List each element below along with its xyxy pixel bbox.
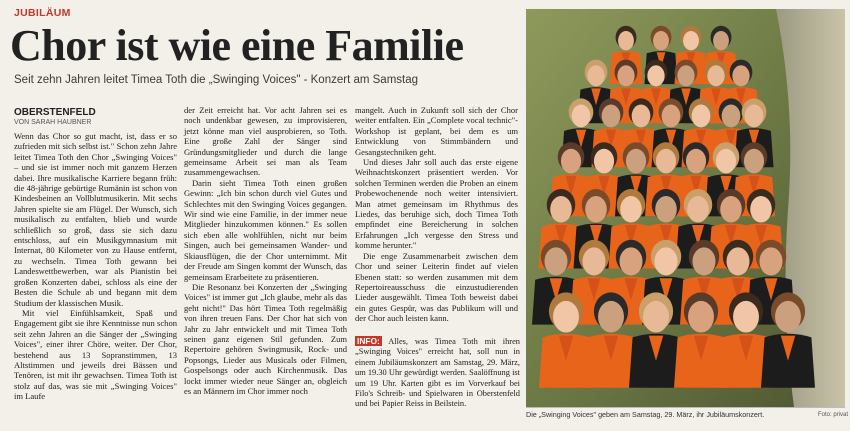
choir-member-face — [617, 65, 634, 86]
choir-member-face — [677, 65, 694, 86]
choir-member-face — [585, 196, 607, 222]
choir-member-face — [550, 196, 572, 222]
choir-member-face — [582, 247, 605, 275]
choir-member-face — [732, 65, 749, 86]
choir-member-face — [713, 31, 729, 50]
choir-member-face — [598, 301, 624, 333]
caption-rule — [526, 407, 845, 408]
choir-member-face — [750, 196, 772, 222]
choir-member-face — [687, 196, 709, 222]
choir-member-face — [587, 65, 604, 86]
choir-member-face — [626, 149, 646, 174]
paragraph: der Zeit erreicht hat. Vor acht Jahren sei es noch undenkbar gewesen, zu improvisieren, jetzt könne man viel ausprobieren, so Toth. Eine große Zahl der Sänger sind Gründungsmitglieder und durch die lange gemeinsame Arbeit sei man als Team zusammengewachsen. — [184, 105, 347, 178]
info-text: Alles, was Timea Toth mit ihren „Swinging Voices" erreicht hat, soll nun in einem Jubiläumskonzert am Samstag, 29. März, um 19.30 Uhr gewürdigt werden. Saalöffnung ist um 19 Uhr. Karten gibt es im Vorverkauf bei Filo's Schreib- und Spielwaren in Oberstenfeld und bei Papier Reiss in Beilstein. — [355, 337, 520, 409]
subheadline: Seit zehn Jahren leitet Timea Toth die „Swinging Voices" - Konzert am Samstag — [14, 74, 419, 86]
choir-member-face — [716, 149, 736, 174]
choir-photo — [526, 9, 845, 407]
choir-photo-illustration — [526, 9, 845, 407]
section-kicker: JUBILÄUM — [14, 7, 71, 19]
choir-member-face — [733, 301, 759, 333]
article-column-3 — [355, 105, 518, 324]
paragraph: mangelt. Auch in Zukunft soll sich der Chor weiter entfalten. Ein „Complete vocal technic"-Workshop ist geplant, bei dem es um Entwicklung von Stimmbändern und Gesangstechniken geht. — [355, 105, 518, 157]
choir-member-face — [619, 247, 642, 275]
choir-member-face — [655, 196, 677, 222]
choir-member-face — [654, 247, 677, 275]
choir-member-face — [720, 196, 742, 222]
choir-member-face — [647, 65, 664, 86]
paragraph: Und dieses Jahr soll auch das erste eigene Weihnachtskonzert präsentiert werden. Vor solchen Terminen werden die Proben an einem Probewochenende noch weiter intensiviert. Man atmet gemeinsam im Rhythmus des Liedes, das beruhige sich, doch Timea Toth empfindet eine Bereicherung in solchen Erfahrungen „Ich vergesse den Stress und komme herunter." — [355, 157, 518, 251]
choir-member-face — [683, 31, 699, 50]
choir-member-face — [722, 105, 741, 128]
choir-member-face — [692, 105, 711, 128]
choir-member-face — [643, 301, 669, 333]
choir-member-face — [561, 149, 581, 174]
choir-member-face — [775, 301, 801, 333]
choir-member-face — [686, 149, 706, 174]
choir-member-face — [618, 31, 634, 50]
info-label: INFO: — [357, 336, 380, 346]
choir-member-face — [692, 247, 715, 275]
paragraph: Die Resonanz bei Konzerten der „Swinging Voices" ist immer gut „Ich glaube, mehr als das geht nicht!" Das hört Timea Toth regelmäßig von ihren treuen Fans. Der Chor hat sich von Jahr zu Jahr entwickelt und mit Timea Toth seinen ganz eigenen Stil gefunden. Zum Repertoire gehören Swingmusik, Rock- und Popsongs, Lieder aus Musicals oder Filmen, Gospelsongs oder auch Kirchenmusik. Das lockt immer wieder neue Sänger an, obgleich es an Männern im Chor immer noch — [184, 281, 347, 396]
choir-member-face — [620, 196, 642, 222]
choir-member-face — [707, 65, 724, 86]
choir-member-face — [744, 149, 764, 174]
choir-member-face — [688, 301, 714, 333]
article-column-1 — [14, 131, 177, 402]
choir-member-face — [726, 247, 749, 275]
choir-member-face — [632, 105, 651, 128]
choir-member-face — [572, 105, 591, 128]
choir-member-face — [553, 301, 579, 333]
choir-member-face — [544, 247, 567, 275]
info-box — [355, 336, 520, 410]
choir-member-face — [745, 105, 764, 128]
choir-member-face — [602, 105, 621, 128]
choir-member-face — [656, 149, 676, 174]
paragraph: Darin sieht Timea Toth einen großen Gewinn: „Ich bin schon durch viel Gutes und Schlechtes mit den Swinging Voices gegangen. Wir sind wie eine Familie, in der immer neue Mitglieder hinzukommen können." Es sollen sich eben alle wohlfühlen, nicht nur beim Singen, auch bei gemeinsamen Wander- und Skiausflügen, die der Chor unternimmt. Mit der Freude am Singen kommt der Wunsch, das gemeinsam Erarbeitete zu präsentieren. — [184, 177, 347, 282]
paragraph: Die enge Zusammenarbeit zwischen dem Chor und seiner Leiterin findet auf vielen Ebenen statt: so werden zusammen mit dem Repertoireausschuss die einzustudierenden Lieder ausgewählt. Timea Toth beweist dabei ein gutes Gespür, was das Publikum will und der Chor auch leisten kann. — [355, 250, 518, 324]
dateline: OBERSTENFELD — [14, 107, 96, 118]
photo-credit: Foto: privat — [818, 412, 849, 418]
choir-member-face — [653, 31, 669, 50]
article-column-2 — [184, 105, 347, 396]
photo-caption: Die „Swinging Voices" geben am Samstag, 29. März, ihr Jubiläumskonzert. — [526, 410, 765, 419]
byline: VON SARAH HAUBNER — [14, 119, 92, 126]
choir-member-face — [662, 105, 681, 128]
paragraph: Wenn das Chor so gut macht, ist, dass er so zufrieden mit sich selbst ist." Schon zehn Jahre leitet Timea Toth den Chor „Swinging Voices" – und sie ist immer noch mit ganzem Herzen dabei. Ihre musikalische Karriere begann früh: die 48-jährige gebürtige Rumänin ist schon von Kindesbeinen an Vollblutmusikerin. Mit sechs Jahren spielte sie am Flügel. Der Wunsch, sich musikalisch zu entfalten, blieb und wurde schließlich so groß, dass sie sich dazu entschloss, auf ein Musikgymnasium mit Internat, 80 Kilometer von zu Hause entfernt, zu wechseln. Timea Toth gewann bei Landeswettbewerben, war als Pianistin bei großen Konzerten dabei, schloss als eine der Besten die Schule ab und begann mit dem Studium der klassischen Musik. — [14, 131, 177, 308]
choir-member-face — [594, 149, 614, 174]
choir-member-face — [759, 247, 782, 275]
paragraph: Mit viel Einfühlsamkeit, Spaß und Engagement gibt sie ihre Kenntnisse nun schon seit zehn Jahren an die Sänger der „Swinging Voices", einer ihrer Chöre, weiter. Der Chor, bestehend aus 13 Sopranstimmen, 13 Altstimmen und jeweils drei Bässen und Tenören, ist mit ihr gewachsen. Timea Toth ist stolz auf das, was sie mit „Swinging Voices" im Laufe — [14, 307, 177, 402]
headline: Chor ist wie eine Familie — [10, 21, 464, 70]
